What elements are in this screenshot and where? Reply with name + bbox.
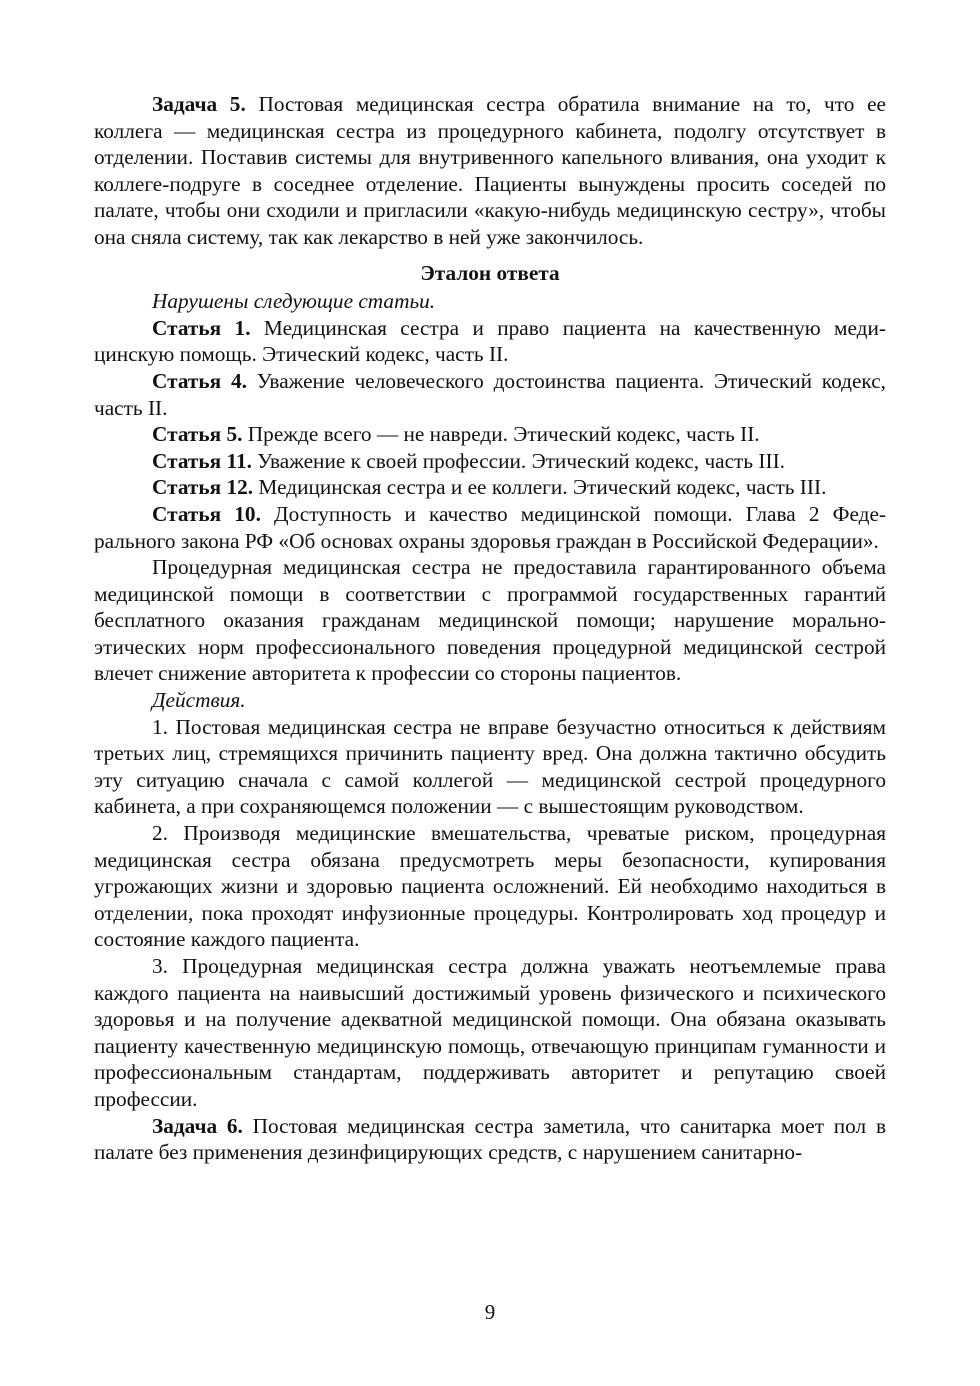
action-paragraph: 3. Процедурная медицинская сестра должна уважать неотъемлемые права каждого пациента на наивысший достижимый уровень физического и психического здоровья и на получение адекватной медицинской помощи. Она обязана оказывать пациенту качественную медицинскую помощь, отвечающую принципам гуманности и профессиональным стандартам, поддерживать авторитет и репутацию своей профессии. xyxy=(94,954,886,1111)
article-label: Статья 4. xyxy=(152,368,247,393)
task5-text: Постовая медицинская сестра обратила внимание на то, что ее коллега — медицинская сестра из процедурного кабинета, подолгу отсутствует в отделении. Поставив системы для внутривенного капельного вливания, она уходит к коллеге-подруге в соседнее отделение. Пациенты вынуждены просить соседей по палате, чтобы они сходили и пригласили «какую-нибудь медицинскую сестру», чтобы она сняла систему, так как лекарство в ней уже закончилось. xyxy=(94,92,886,249)
task6-label: Задача 6. xyxy=(152,1113,243,1138)
article-text: Уважение человеческого достоинства пациента. Этический кодекс, часть II. xyxy=(94,368,886,420)
article-label: Статья 12. xyxy=(152,475,254,500)
action-paragraph: 1. Постовая медицинская сестра не вправе безучастно относиться к действиям третьих лиц, стремящихся причинить пациенту вред. Она должна тактично обсудить эту ситуацию сначала с самой коллегой — медицинской сестрой процедурного кабинета, а при сохраняющемся положении — с вышестоящим руководством. xyxy=(94,714,886,819)
article-paragraph xyxy=(94,368,886,421)
task6-paragraph xyxy=(94,1113,886,1166)
task5-label: Задача 5. xyxy=(152,92,246,116)
article-text: Медицинская сестра и ее коллеги. Этический кодекс, часть III. xyxy=(253,475,827,500)
article-paragraph xyxy=(94,474,886,501)
article-text: Уважение к своей профессии. Этический кодекс, часть III. xyxy=(251,448,786,473)
summary-paragraph: Процедурная медицинская сестра не предоставила гарантированного объема медицинской помощи в соответствии с программой государственных гарантий бесплатного оказания гражданам медицинской помощи; нарушение морально-этических норм профессионального поведения процедурной медицинской сестрой влечет снижение авторитета к профессии со стороны пациентов. xyxy=(94,555,886,686)
article-label: Статья 11. xyxy=(152,448,252,473)
task5-paragraph xyxy=(94,91,886,251)
article-label: Статья 10. xyxy=(152,501,261,526)
task6-text: Постовая медицинская сестра заметила, что санитарка моет пол в палате без применения дезинфицирующих средств, с нарушением санитарно- xyxy=(94,1113,886,1165)
article-label: Статья 1. xyxy=(152,315,251,340)
article-paragraph xyxy=(94,448,886,475)
article-text: Доступность и качество медицинской помощи. Глава 2 Федерального закона РФ «Об основах охраны здоровья граждан в Российской Федерации». xyxy=(94,501,886,553)
violations-intro: Нарушены следующие статьи. xyxy=(152,289,436,314)
actions-heading: Действия. xyxy=(152,688,246,713)
answer-heading: Эталон ответа xyxy=(420,260,560,285)
page-body xyxy=(94,91,886,1166)
article-text: Прежде всего — не навреди. Этический кодекс, часть II. xyxy=(242,422,760,447)
page-number: 9 xyxy=(484,1300,496,1324)
action-paragraph: 2. Производя медицинские вмешательства, чреватые риском, процедурная медицинская сестра обязана предусмотреть меры безопасности, купирования угрожающих жизни и здоровью пациента осложнений. Ей необходимо находиться в отделении, пока проходят инфузионные процедуры. Контролировать ход процедур и состояние каждого пациента. xyxy=(94,821,886,952)
article-paragraph xyxy=(94,315,886,368)
article-paragraph xyxy=(94,501,886,554)
article-text: Медицинская сестра и право пациента на качественную медицинскую помощь. Этический кодекс, часть II. xyxy=(94,315,886,367)
article-paragraph xyxy=(94,421,886,448)
article-label: Статья 5. xyxy=(152,422,243,447)
